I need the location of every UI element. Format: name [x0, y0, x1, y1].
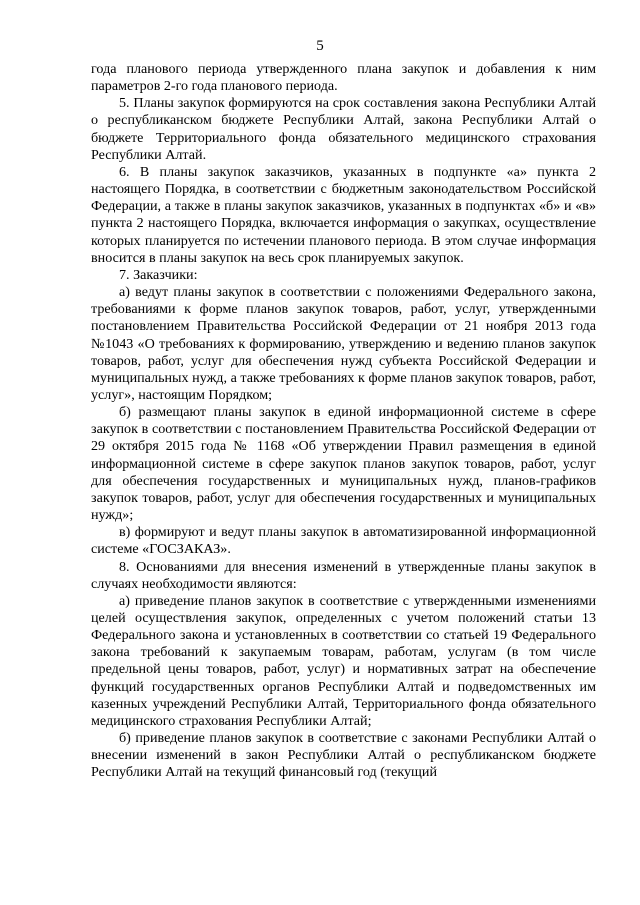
paragraph: б) размещают планы закупок в единой информационной системе в сфере закупок в соответствии с постановлением Правительства Российской Федерации от 29 октября 2015 года № 1168 «Об утверждении Правил размещения в единой информационной системе в сфере закупок планов закупок товаров, работ, услуг для обеспечения государственных и муниципальных нужд, планов-графиков закупок товаров, работ, услуг для обеспечения государственных и муниципальных нужд»;: [91, 404, 596, 524]
page-number: 5: [316, 38, 324, 54]
paragraph: 7. Заказчики:: [119, 266, 198, 283]
paragraph: года планового периода утвержденного плана закупок и добавления к ним параметров 2-го года планового периода.: [91, 61, 596, 95]
paragraph: а) ведут планы закупок в соответствии с положениями Федерального закона, требованиями к форме планов закупок товаров, работ, услуг, утвержденными постановлением Правительства Российской Федерации от 21 ноября 2013 года №1043 «О требованиях к формированию, утверждению и ведению планов закупок товаров, работ, услуг для обеспечения нужд субъекта Российской Федерации и муниципальных нужд, а также требованиях к форме планов закупок товаров, работ, услуг», настоящим Порядком;: [91, 284, 596, 403]
paragraph: в) формируют и ведут планы закупок в автоматизированной информационной системе «ГОСЗАКАЗ».: [91, 524, 596, 558]
paragraph: 8. Основаниями для внесения изменений в утвержденные планы закупок в случаях необходимости являются:: [91, 558, 596, 592]
paragraph: 5. Планы закупок формируются на срок составления закона Республики Алтай о республиканском бюджете Республики Алтай, закона Республики Алтай о бюджете Территориального фонда обязательного медицинского страхования Республики Алтай.: [91, 95, 596, 163]
paragraph: а) приведение планов закупок в соответствие с утвержденными изменениями целей осуществления закупок, определенных с учетом положений статьи 13 Федерального закона и установленных в соответствии со статьей 19 Федерального закона требований к закупаемым товарам, работам, услугам (в том числе предельной цены товаров, работ, услуг) и нормативных затрат на обеспечение функций государственных органов Республики Алтай и подведомственных им казенных учреждений Республики Алтай, Территориального фонда обязательного медицинского страхования Республики Алтай;: [91, 592, 596, 729]
paragraph: б) приведение планов закупок в соответствие с законами Республики Алтай о внесении изменений в закон Республики Алтай о республиканском бюджете Республики Алтай на текущий финансовый год (текущий: [91, 730, 596, 781]
paragraph: 6. В планы закупок заказчиков, указанных в подпункте «а» пункта 2 настоящего Порядка, в соответствии с бюджетным законодательством Российской Федерации, а также в планы закупок заказчиков, указанных в подпунктах «б» и «в» пункта 2 настоящего Порядка, включается информация о закупках, осуществление которых планируется по истечении планового периода. В этом случае информация вносится в планы закупок на весь срок планируемых закупок.: [91, 163, 596, 266]
document-body: [91, 61, 596, 782]
